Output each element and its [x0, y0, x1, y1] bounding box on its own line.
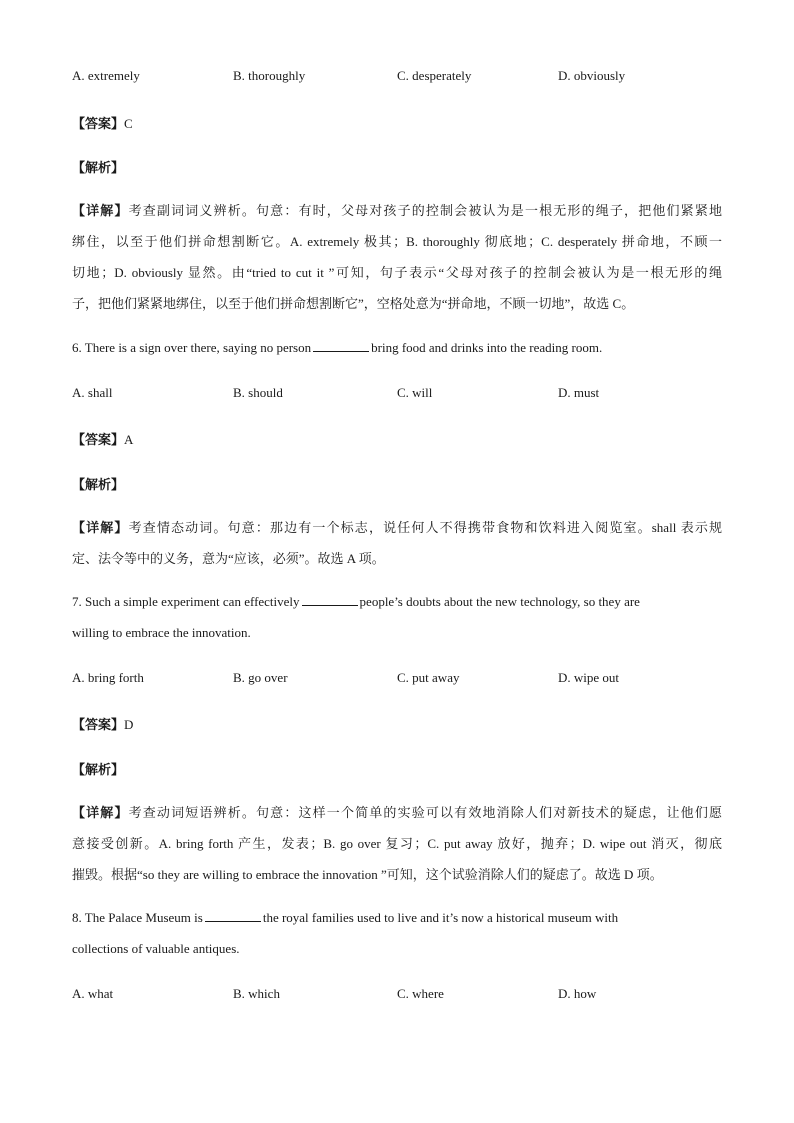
- detail-line: 定、法令等中的义务，意为“应该，必须”。故选 A 项。: [72, 551, 385, 566]
- q5-option-d[interactable]: D. obviously: [558, 68, 626, 83]
- q7-answer: [72, 714, 722, 733]
- q6-answer: [72, 429, 722, 448]
- q7-analysis-heading: [72, 759, 722, 778]
- q6-stem-before: 6. There is a sign over there, saying no person: [72, 340, 312, 355]
- q7-option-a[interactable]: A. bring forth: [72, 670, 144, 685]
- q5-analysis-heading: [72, 157, 722, 176]
- q5-answer: [72, 113, 722, 132]
- detail-line: 【详解】考查动词短语辨析。句意：这样一个简单的实验可以有效地消除人们对新技术的疑虑，让他们愿: [72, 805, 722, 820]
- q7-stem-after: people’s doubts about the new technology, so they are: [359, 594, 640, 609]
- q8-option-a[interactable]: A. what: [72, 986, 114, 1001]
- q7-detail: [72, 797, 722, 890]
- detail-line: 切地；D. obviously 显然。由“tried to cut it ”可知，句子表示“父母对孩子的控制会被认为是一根无形的绳: [72, 265, 722, 280]
- answer-tag: 【答案】: [72, 717, 125, 732]
- q5-option-a[interactable]: A. extremely: [72, 68, 140, 83]
- q5-detail: [72, 195, 722, 319]
- q6-option-d[interactable]: D. must: [558, 385, 600, 400]
- detail-line: 【详解】考查情态动词。句意：那边有一个标志，说任何人不得携带食物和饮料进入阅览室。shall 表示规: [72, 520, 722, 535]
- detail-tag: 【详解】: [72, 203, 129, 218]
- detail-line: 【详解】考查副词词义辨析。句意：有时，父母对孩子的控制会被认为是一根无形的绳子，把他们紧紧地: [72, 203, 722, 218]
- q8-option-d[interactable]: D. how: [558, 986, 597, 1001]
- q7-stem-line2: willing to embrace the innovation.: [72, 625, 251, 640]
- q8-stem-line2: collections of valuable antiques.: [72, 941, 240, 956]
- detail-line: 子，把他们紧紧地绑住，以至于他们拼命想割断它”，空格处意为“拼命地，不顾一切地”，故选 C。: [72, 296, 635, 311]
- analysis-tag: 【解析】: [72, 477, 125, 492]
- q8-options: [72, 986, 722, 1006]
- q7-stem: [72, 594, 722, 610]
- detail-line: 绑住，以至于他们拼命想割断它。A. extremely 极其；B. thoroughly 彻底地；C. desperately 拼命地，不顾一: [72, 234, 722, 249]
- q7-option-b[interactable]: B. go over: [233, 670, 288, 685]
- answer-tag: 【答案】: [72, 432, 125, 447]
- q6-option-c[interactable]: C. will: [397, 385, 433, 400]
- analysis-tag: 【解析】: [72, 160, 125, 175]
- analysis-tag: 【解析】: [72, 762, 125, 777]
- q5-option-c[interactable]: C. desperately: [397, 68, 472, 83]
- q6-analysis-heading: [72, 474, 722, 493]
- detail-line: 摧毁。根据“so they are willing to embrace the innovation ”可知，这个试验消除人们的疑虑了。故选 D 项。: [72, 867, 663, 882]
- detail-line: 意接受创新。A. bring forth 产生，发表；B. go over 复习；C. put away 放好，抛弃；D. wipe out 消灭，彻底: [72, 836, 722, 851]
- q6-detail: [72, 512, 722, 574]
- answer-blank: [205, 910, 261, 922]
- answer-tag: 【答案】: [72, 116, 125, 131]
- answer-value: C: [124, 116, 133, 131]
- q7-option-c[interactable]: C. put away: [397, 670, 460, 685]
- q8-stem-before: 8. The Palace Museum is: [72, 910, 203, 925]
- q6-option-a[interactable]: A. shall: [72, 385, 113, 400]
- detail-tag: 【详解】: [72, 805, 129, 820]
- answer-blank: [313, 340, 369, 352]
- q7-stem-before: 7. Such a simple experiment can effectively: [72, 594, 300, 609]
- detail-tag: 【详解】: [72, 520, 129, 535]
- q8-stem-after: the royal families used to live and it’s now a historical museum with: [262, 910, 619, 925]
- answer-blank: [302, 594, 358, 606]
- q8-stem: [72, 910, 722, 926]
- answer-value: D: [124, 717, 134, 732]
- q6-stem: [72, 340, 722, 356]
- answer-value: A: [124, 432, 134, 447]
- q7-option-d[interactable]: D. wipe out: [558, 670, 620, 685]
- q8-option-b[interactable]: B. which: [233, 986, 280, 1001]
- q7-options: [72, 670, 722, 690]
- q6-options: [72, 385, 722, 405]
- q6-stem-after: bring food and drinks into the reading room.: [371, 340, 603, 355]
- q8-option-c[interactable]: C. where: [397, 986, 444, 1001]
- q5-option-b[interactable]: B. thoroughly: [233, 68, 306, 83]
- q6-option-b[interactable]: B. should: [233, 385, 283, 400]
- q5-options: [72, 68, 722, 88]
